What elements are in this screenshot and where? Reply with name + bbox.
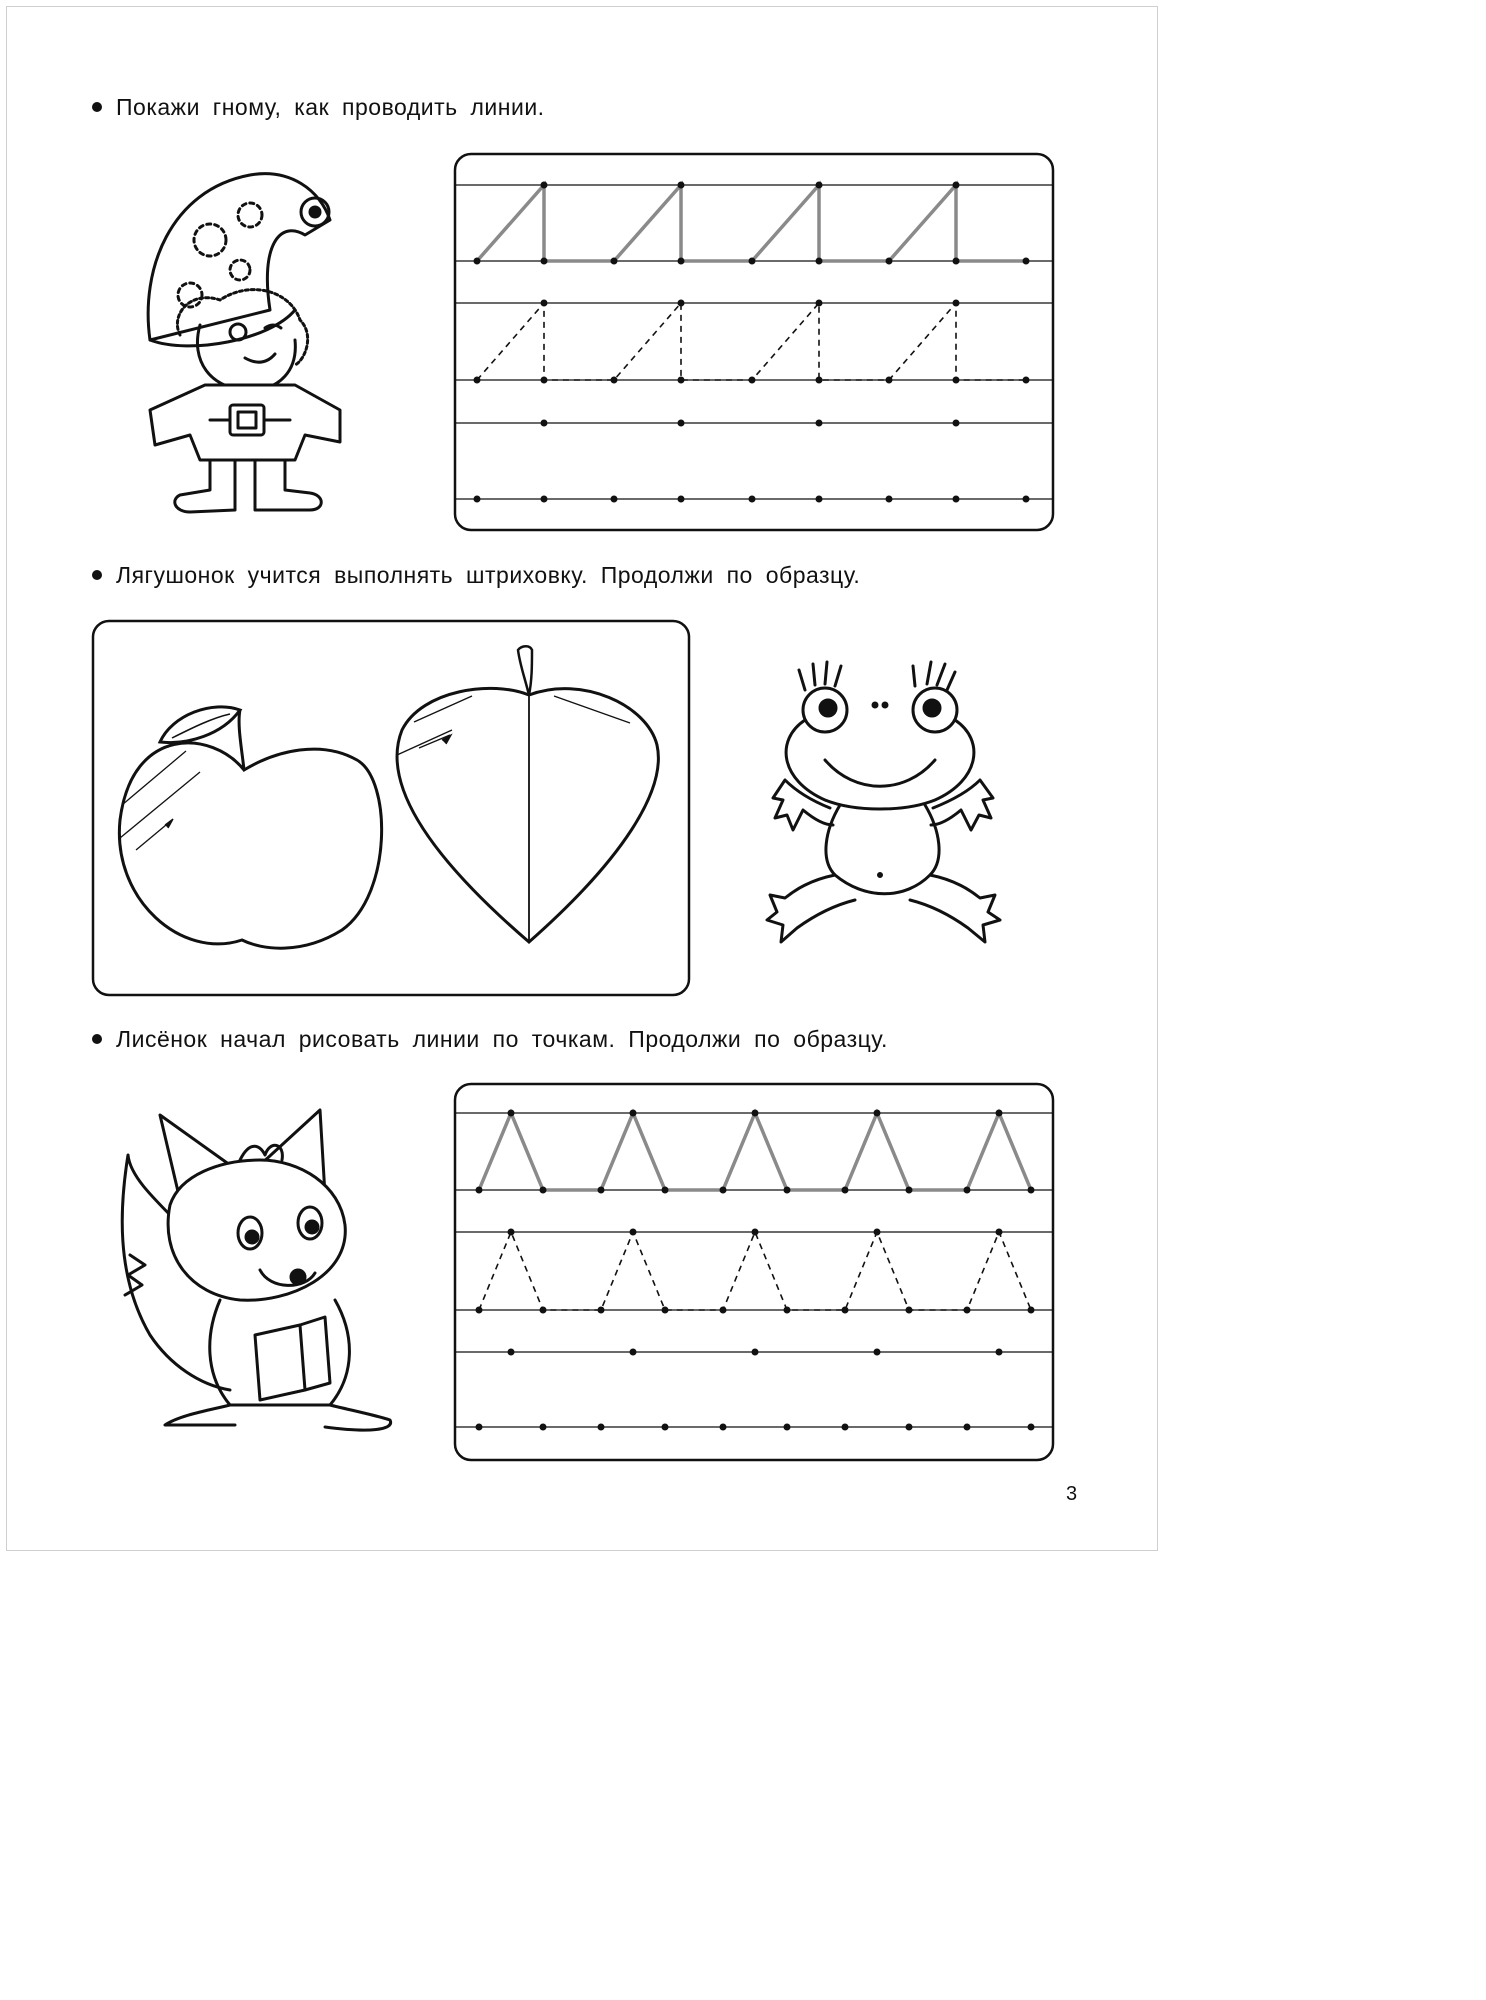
dashed-triangle-row — [479, 1232, 1031, 1310]
page-number: 3 — [1066, 1483, 1078, 1505]
gnome-illustration — [130, 150, 360, 520]
shading-box-border — [93, 621, 689, 995]
tracing-box-1-dots — [474, 182, 1030, 503]
tracing-box-2-dots — [476, 1110, 1035, 1431]
instruction-1 — [92, 94, 545, 121]
instruction-1-text: Покажи гному, как проводить линии. — [116, 94, 545, 120]
sample-pattern-row — [477, 185, 1026, 261]
apple-shape — [119, 707, 381, 948]
tracing-box-1 — [454, 153, 1054, 531]
bullet-icon — [92, 570, 102, 580]
leaf-shape — [397, 646, 658, 942]
instruction-3-text: Лисёнок начал рисовать линии по точкам. Продолжи по образцу. — [116, 1026, 888, 1052]
fox-illustration — [110, 1105, 410, 1435]
tracing-box-2-rulings — [454, 1113, 1054, 1427]
shading-box — [92, 620, 690, 996]
apple-sample-hatching — [120, 751, 200, 850]
bullet-icon — [92, 102, 102, 112]
instruction-2 — [92, 562, 860, 589]
dashed-pattern-row — [477, 303, 1026, 380]
frog-illustration — [765, 650, 1010, 965]
leaf-sample-hatching — [397, 696, 630, 755]
instruction-3 — [92, 1026, 888, 1053]
instruction-2-text: Лягушонок учится выполнять штриховку. Продолжи по образцу. — [116, 562, 861, 588]
tracing-box-2 — [454, 1083, 1054, 1461]
sample-triangle-row — [479, 1113, 1031, 1190]
bullet-icon — [92, 1034, 102, 1044]
tracing-box-2-border — [455, 1084, 1053, 1460]
